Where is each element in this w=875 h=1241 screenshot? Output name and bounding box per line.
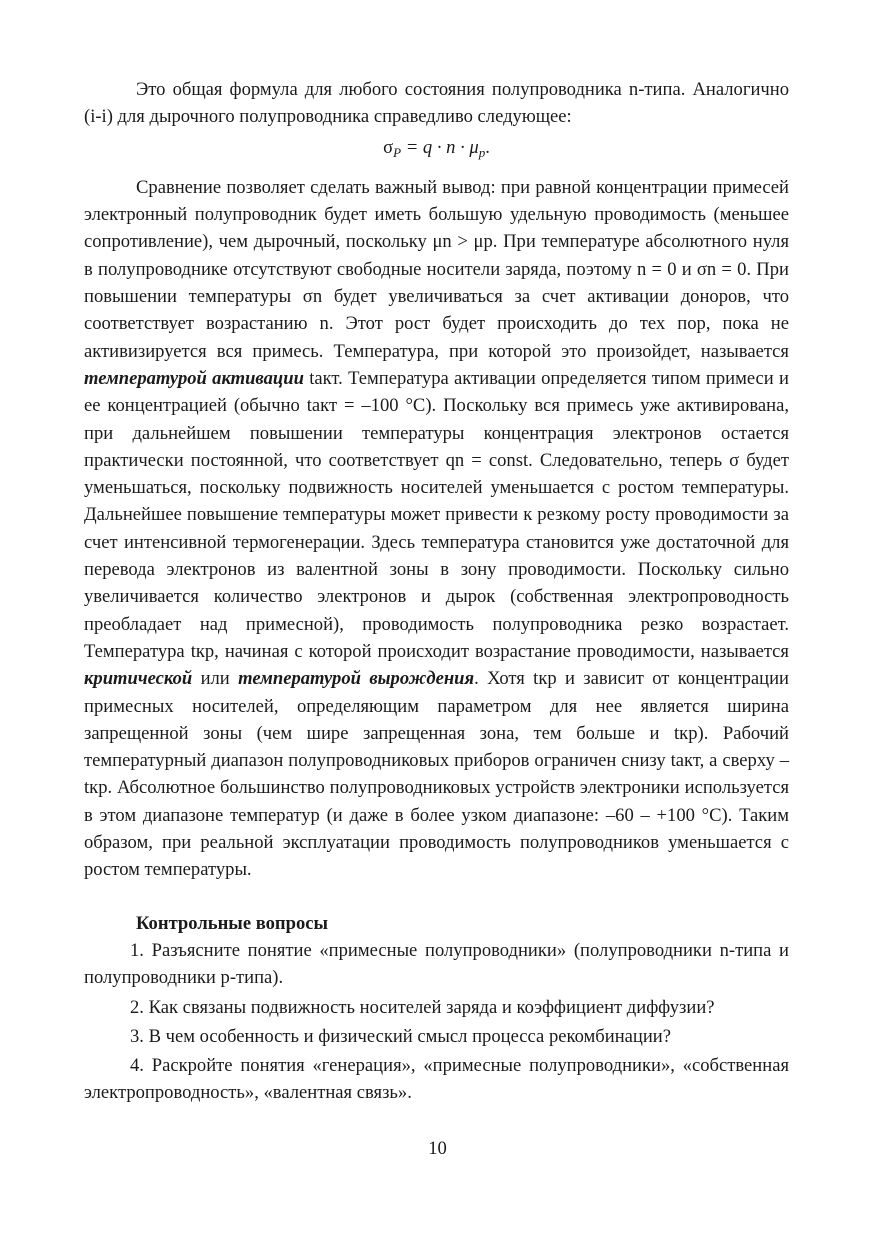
term-critical: критической bbox=[84, 668, 193, 690]
paragraph-main bbox=[84, 174, 789, 884]
section-heading: Контрольные вопросы bbox=[136, 912, 329, 934]
text-segment: tакт. Температура активации определяется типом примеси и ее концентрацией (обычно tакт = –100 °С). Поскольку вся примесь уже активирована, при дальнейшем повышении температуры концентрация электронов остается практически постоянной, что соответствует qn = const. Следовательно, теперь σ будет уменьшаться, поскольку подвижность носителей уменьшается с ростом температуры. Дальнейшее повышение температуры может привести к резкому росту проводимости за счет интенсивной термогенерации. Здесь температура становится уже достаточной для перевода электронов из валентной зоны в зону проводимости. Поскольку сильно увеличивается количество электронов и дырок (собственная электропроводность преобладает над примесной), проводимость полупроводника резко возрастает. Температура tкр, начиная с которой происходит возрастание проводимости, называется bbox=[84, 367, 789, 662]
question-item: 3. В чем особенность и физический смысл процесса рекомбинации? bbox=[130, 1025, 672, 1047]
text-segment: или bbox=[192, 668, 239, 690]
question-item: 4. Раскройте понятия «генерация», «примесные полупроводники», «собственная электропроводность», «валентная связь». bbox=[84, 1055, 789, 1104]
formula-end: . bbox=[485, 136, 490, 158]
page-number: 10 bbox=[428, 1138, 447, 1159]
formula-rhs: = q · n · μ bbox=[401, 136, 479, 158]
term-degeneration-temperature: температурой вырождения bbox=[238, 668, 475, 690]
term-activation-temperature: температурой активации bbox=[84, 367, 304, 389]
formula-lhs-sub: P bbox=[393, 144, 402, 160]
formula-rhs-sub: p bbox=[478, 144, 486, 160]
formula-sigma-p bbox=[84, 134, 789, 166]
page-content bbox=[84, 76, 789, 1107]
formula-lhs: σ bbox=[383, 136, 394, 158]
text-segment: . Хотя tкр и зависит от концентрации примесных носителей, определяющим параметром для нее является ширина запрещенной зоны (чем шире запрещенная зона, тем больше и tкр). Рабочий температурный диапазон полупроводниковых приборов ограничен снизу tакт, а сверху – tкр. Абсолютное большинство полупроводниковых устройств электроники используется в этом диапазоне температур (и даже в более узком диапазоне: –60 – +100 °С). Таким образом, при реальной эксплуатации проводимость полупроводников уменьшается с ростом температуры. bbox=[84, 668, 790, 881]
text-segment: Сравнение позволяет сделать важный вывод: при равной концентрации примесей электронный полупроводник будет иметь большую удельную проводимость (меньшее сопротивление), чем дырочный, поскольку μn > μp. При температуре абсолютного нуля в полупроводнике отсутствуют свободные носители заряда, поэтому n = 0 и σn = 0. При повышении температуры σn будет увеличиваться за счет активации доноров, что соответствует возрастанию n. Этот рост будет происходить до тех пор, пока не активизируется вся примесь. Температура, при которой это произойдет, называется bbox=[84, 176, 789, 362]
question-item: 2. Как связаны подвижность носителей заряда и коэффициент диффузии? bbox=[130, 996, 715, 1018]
question-item: 1. Разъясните понятие «примесные полупроводники» (полупроводники n-типа и полупроводники р-типа). bbox=[84, 939, 789, 989]
paragraph-intro: Это общая формула для любого состояния полупроводника n-типа. Аналогично (i-i) для дырочного полупроводника справедливо следующее: bbox=[84, 79, 789, 128]
